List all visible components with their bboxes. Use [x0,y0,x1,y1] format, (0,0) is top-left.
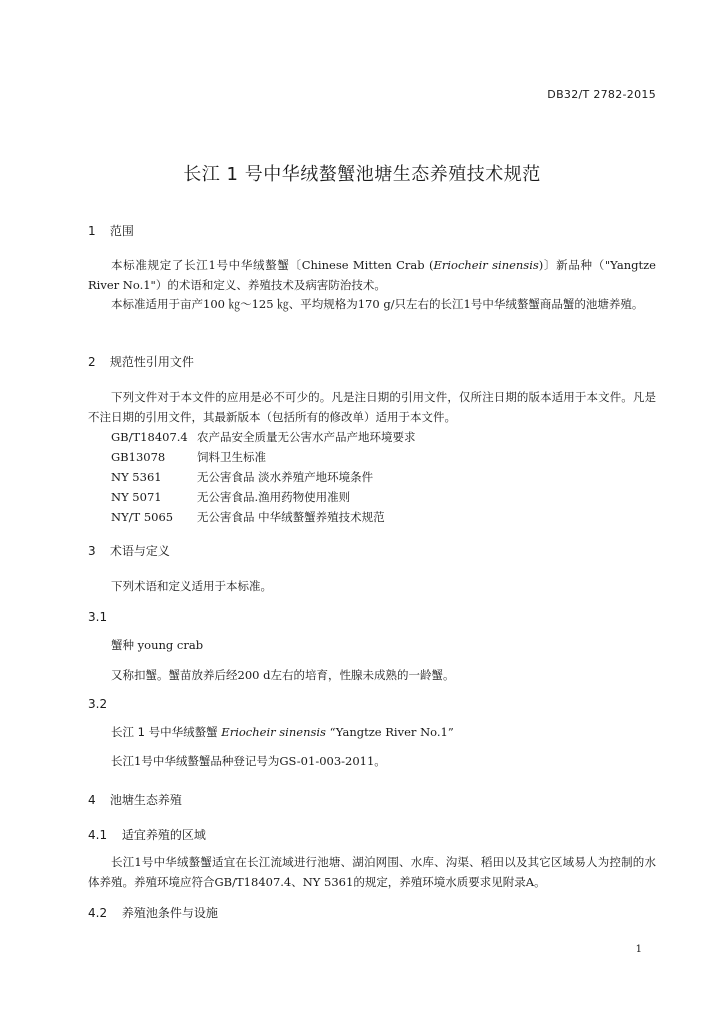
section-3-intro: 下列术语和定义适用于本标准。 [111,579,272,593]
reference-item: GB13078 饲料卫生标准 [111,450,266,464]
section-4-heading [88,791,656,808]
term-3-1-definition: 又称扣蟹。蟹苗放养后经200 d左右的培育，性腺未成熟的一龄蟹。 [111,668,455,682]
term-3-2-number: 3.2 [88,697,108,711]
reference-list [88,427,656,527]
section-3-heading [88,542,656,559]
term-3-2-name: 长江 1 号中华绒螯蟹 Eriocheir sinensis “Yangtze River No.1” [111,725,454,739]
page-number: 1 [635,944,642,955]
section-1-paragraph-1: 本标准规定了长江1号中华绒螯蟹〔Chinese Mitten Crab (Eriocheir sinensis)〕新品种（"Yangtze River No.1"）的术语和定义、养殖技术及病害防治技术。 [88,258,656,292]
subsection-4-2-heading [88,904,656,921]
section-1-paragraph-2: 本标准适用于亩产100 ㎏～125 ㎏、平均规格为170 g/只左右的长江1号中华绒螯蟹商品蟹的池塘养殖。 [111,297,644,311]
term-3-2-definition: 长江1号中华绒螯蟹品种登记号为GS-01-003-2011。 [111,754,386,768]
subsection-number: 4.1 [88,828,108,842]
reference-item: NY 5071 无公害食品.渔用药物使用准则 [111,490,351,504]
subsection-4-1-text: 长江1号中华绒螯蟹适宜在长江流域进行池塘、湖泊网围、水库、沟渠、稻田以及其它区域易人为控制的水体养殖。养殖环境应符合GB/T18407.4、NY 5361的规定，养殖环境水质要求见附录A。 [88,855,656,889]
section-title: 池塘生态养殖 [109,793,182,807]
subsection-title: 养殖池条件与设施 [121,906,218,920]
term-3-1-number: 3.1 [88,610,108,624]
section-number: 2 [88,355,96,369]
reference-item: NY 5361 无公害食品 淡水养殖产地环境条件 [111,470,374,484]
section-2-heading [88,353,656,370]
reference-item: NY/T 5065 无公害食品 中华绒螯蟹养殖技术规范 [111,510,385,524]
standard-code: DB32/T 2782-2015 [547,88,656,101]
section-title: 范围 [109,224,134,238]
section-2-intro: 下列文件对于本文件的应用是必不可少的。凡是注日期的引用文件，仅所注日期的版本适用于本文件。凡是不注日期的引用文件，其最新版本（包括所有的修改单）适用于本文件。 [88,390,656,424]
section-number: 1 [88,224,96,238]
section-title: 规范性引用文件 [109,355,194,369]
subsection-number: 4.2 [88,906,108,920]
section-number: 3 [88,544,96,558]
subsection-4-1-heading [88,826,656,843]
reference-item: GB/T18407.4 农产品安全质量无公害水产品产地环境要求 [111,430,416,444]
subsection-title: 适宜养殖的区域 [121,828,206,842]
document-title: 长江 1 号中华绒螯蟹池塘生态养殖技术规范 [183,164,541,185]
section-number: 4 [88,793,96,807]
term-3-1-name: 蟹种 young crab [111,638,204,652]
section-title: 术语与定义 [109,544,170,558]
section-1-heading [88,222,656,239]
